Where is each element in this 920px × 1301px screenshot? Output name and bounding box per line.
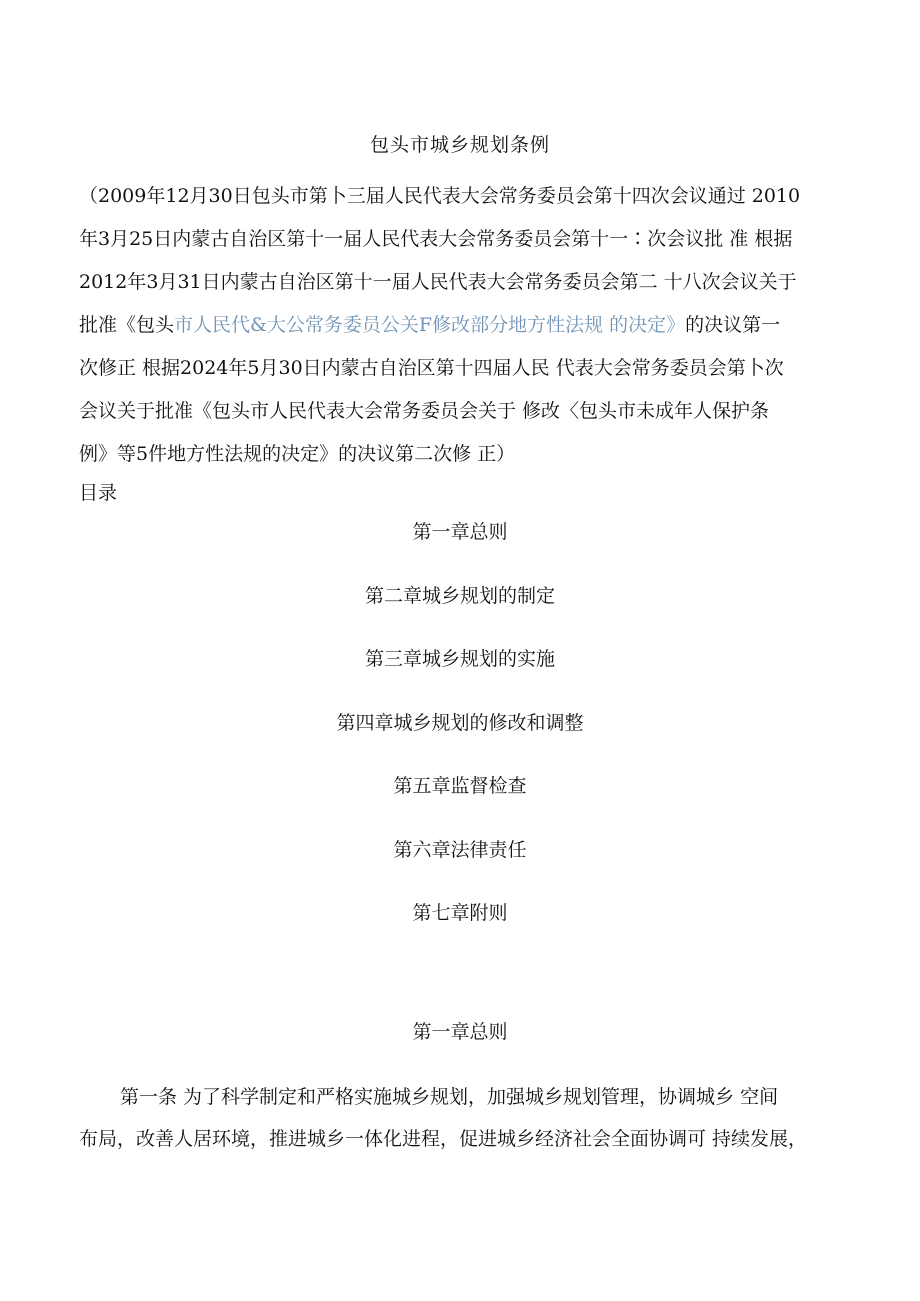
toc-item-chapter-6[interactable]: 第六章法律责任 xyxy=(393,838,527,861)
preamble-line: 次修正 根据2024年5月30日内蒙古自治区第十四届人民 代表大会常务委员会第卜次 xyxy=(79,357,784,379)
preamble-line xyxy=(79,304,839,347)
preamble-line: （2009年12月30日包头市第卜三届人民代表大会常务委员会第十四次会议通过 2010 xyxy=(79,185,801,207)
preamble-line-text: 批准《包头 xyxy=(79,314,175,336)
toc-heading: 目录 xyxy=(79,482,118,504)
toc-item-chapter-1[interactable]: 第一章总则 xyxy=(412,521,508,543)
article-line: 布局，改善人居环境，推进城乡一体化进程，促进城乡经济社会全面协调可 持续发展， xyxy=(79,1128,808,1150)
article-1 xyxy=(79,1076,839,1160)
toc-item-chapter-7[interactable]: 第七章附则 xyxy=(412,902,508,924)
toc-item-chapter-3[interactable]: 第三章城乡规划的实施 xyxy=(364,648,555,670)
toc-item-chapter-4[interactable]: 第四章城乡规划的修改和调整 xyxy=(336,711,584,734)
chapter-heading: 第一章总则 xyxy=(412,1021,508,1043)
preamble-line-text: 的决议第一 xyxy=(685,314,781,336)
preamble-line: 会议关于批准《包头市人民代表大会常务委员会关于 修改〈包头市未成年人保护条 xyxy=(79,400,770,422)
toc-item-chapter-5[interactable]: 第五章监督检查 xyxy=(393,775,527,797)
toc-item-chapter-2[interactable]: 第二章城乡规划的制定 xyxy=(364,584,555,607)
preamble-line: 年3月25日内蒙古自治区第十一届人民代表大会常务委员会第十一∶次会议批 准 根据 xyxy=(79,228,793,250)
table-of-contents xyxy=(0,517,920,962)
linked-decision-title[interactable]: 市人民代&大公常务委员公关F修改部分地方性法规 的决定》 xyxy=(174,314,686,336)
article-line: 第一条 为了科学制定和严格实施城乡规划，加强城乡规划管理，协调城乡 空间 xyxy=(120,1086,779,1108)
enactment-preamble xyxy=(79,175,839,476)
document-title: 包头市城乡规划条例 xyxy=(369,134,550,156)
preamble-line: 例》等5件地方性法规的决定》的决议第二次修 正） xyxy=(79,443,516,465)
preamble-line: 2012年3月31日内蒙古自治区第十一届人民代表大会常务委员会第二 十八次会议关于 xyxy=(79,271,797,293)
